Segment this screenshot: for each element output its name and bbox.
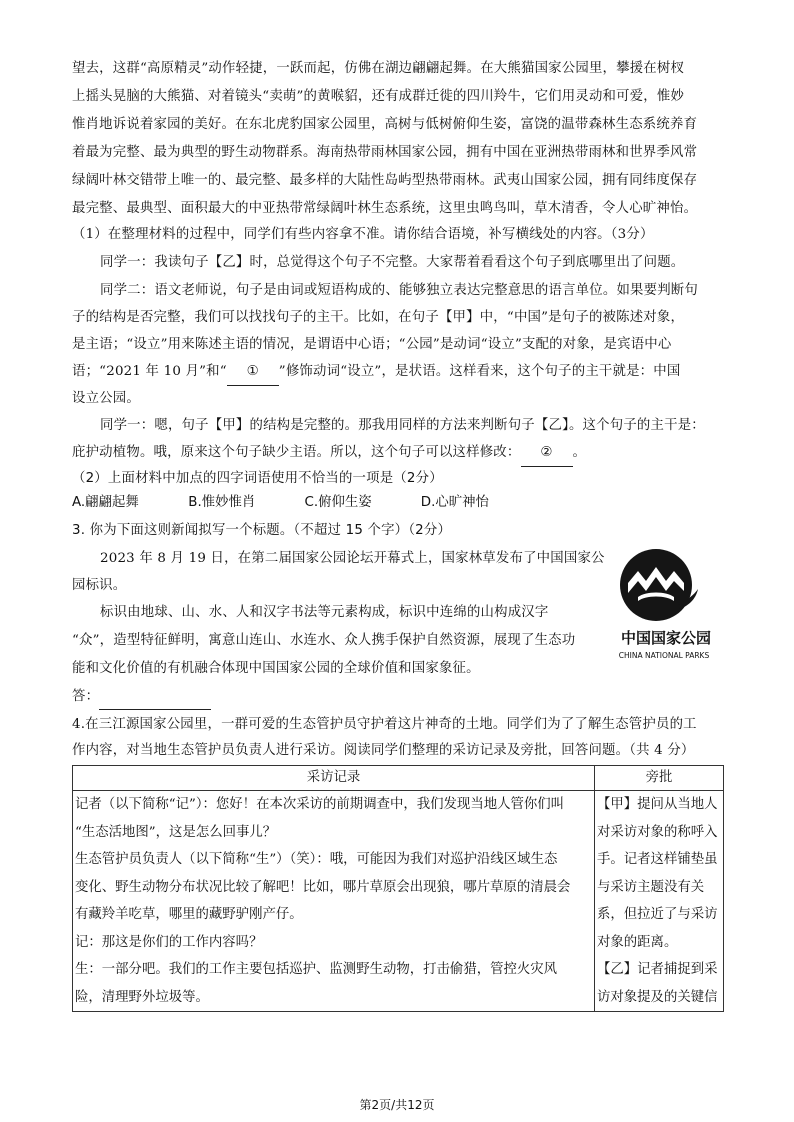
student-two-line: 语；“2021 年 10 月”和“ ① ”修饰动词“设立”，是状语。这样看来，这个句子的主干就是：中国: [72, 359, 724, 386]
student-one-line: 同学一：我读句子【乙】时，总觉得这个句子不完整。大家帮着看看这个句子到底哪里出了问题。: [100, 255, 685, 270]
side-note-line: 【甲】提问从当地人: [597, 797, 718, 812]
passage-line: 最完整、最典型、面积最大的中亚热带常绿阔叶林生态系统，这里虫鸣鸟叫，草木清香，令人心旷神怡。: [72, 201, 698, 216]
option-b[interactable]: B.惟妙惟肖: [188, 495, 256, 510]
news-line: 园标识。: [72, 578, 127, 593]
passage-line: 望去，这群“高原精灵”动作轻捷，一跃而起，仿佛在湖边翩翩起舞。在大熊猫国家公园里，攀援在树杈: [72, 61, 685, 76]
record-line: 有藏羚羊吃草，哪里的藏野驴刚产仔。: [75, 907, 303, 922]
table-header-record: 采访记录: [73, 766, 595, 791]
news-line: 能和文化价值的有机融合体现中国国家公园的全球价值和国家象征。: [72, 661, 480, 676]
side-note-line: 与采访主题没有关: [597, 879, 705, 895]
interview-table: [72, 765, 724, 1012]
passage-line: 惟肖地诉说着家园的美好。在东北虎豹国家公园里，高树与低树俯仰生姿，富饶的温带森林生态系统养育: [72, 117, 698, 132]
student-two-line: 同学二：语文老师说，句子是由词或短语构成的、能够独立表达完整意思的语言单位。如果要判断句: [100, 283, 698, 298]
fill-blank-2[interactable]: ②: [521, 440, 573, 467]
passage-line: 着最为完整、最为典型的野生动物群系。海南热带雨林国家公园，拥有中国在亚洲热带雨林和世界季风常: [72, 145, 698, 160]
option-d[interactable]: D.心旷神怡: [420, 495, 489, 510]
side-note-line: 系，但拉近了与采访: [597, 907, 718, 922]
svg-text:CHINA NATIONAL PARKS: CHINA NATIONAL PARKS: [618, 651, 710, 660]
china-national-parks-logo: [606, 545, 726, 670]
record-line: 生态管护员负责人（以下简称“生”）（笑）：哦，可能因为我们对巡护沿线区域生态: [75, 852, 558, 867]
record-line: 生：一部分吧。我们的工作主要包括巡护、监测野生动物，打击偷猎，管控火灾风: [75, 962, 558, 977]
record-line: “生态活地图”，这是怎么回事儿？: [75, 824, 277, 840]
choice-options: [72, 490, 724, 516]
side-note-line: 对象的距离。: [597, 934, 678, 950]
news-line: 标识由地球、山、水、人和汉字书法等元素构成，标识中连绵的山构成汉字: [100, 605, 549, 620]
passage-line: 上摇头晃脑的大熊猫、对着镜头“卖萌”的黄喉貂，还有成群迁徙的四川羚牛，它们用灵动和可爱，惟妙: [72, 89, 685, 104]
answer-label: 答：: [72, 689, 100, 704]
national-park-emblem-icon: [606, 545, 726, 670]
interview-record-cell: [73, 791, 595, 1012]
record-line: 记：那这是你们的工作内容吗？: [75, 934, 263, 950]
fill-blank-1[interactable]: ①: [227, 359, 279, 386]
record-line: 险，清理野外垃圾等。: [75, 989, 209, 1005]
news-line: “众”，造型特征鲜明，寓意山连山、水连水、众人携手保护自然资源，展现了生态功: [72, 633, 576, 648]
record-line: 变化、野生动物分布状况比较了解吧！比如，哪片草原会出现狼，哪片草原的清晨会: [75, 879, 571, 895]
student-one-reply-line: 同学一：嗯，句子【甲】的结构是完整的。那我用同样的方法来判断句子【乙】。这个句子的主干是：: [100, 418, 705, 433]
subquestion-2: （2）上面材料中加点的四字词语使用不恰当的一项是（2分）: [72, 471, 443, 486]
student-two-line: 是主语；“设立”用来陈述主语的情况，是谓语中心语；“公园”是动词“设立”支配的对象，是宾语中心: [72, 337, 672, 352]
option-a[interactable]: A.翩翩起舞: [72, 495, 139, 510]
news-line: 2023 年 8 月 19 日，在第二届国家公园论坛开幕式上，国家林草发布了中国国家公: [100, 551, 605, 566]
side-note-cell: [595, 791, 724, 1012]
option-c[interactable]: C.俯仰生姿: [304, 495, 372, 510]
page-number: 第2页/共12页: [359, 1098, 435, 1112]
side-note-line: 访对象提及的关键信: [597, 989, 718, 1005]
student-two-line: 子的结构是否完整，我们可以找找句子的主干。比如，在句子【甲】中，“中国”是句子的被陈述对象，: [72, 310, 685, 325]
answer-row: [72, 684, 724, 710]
record-line: 记者（以下简称“记”）：您好！在本次采访的前期调查中，我们发现当地人管你们叫: [75, 797, 565, 812]
table-header-side-note: 旁批: [595, 766, 724, 791]
svg-text:中国国家公园: 中国国家公园: [620, 629, 712, 647]
student-one-reply-line: 庇护动植物。哦，原来这个句子缺少主语。所以，这个句子可以这样修改： ② 。: [72, 440, 724, 467]
question-4-stem: 作内容，对当地生态管护员负责人进行采访。阅读同学们整理的采访记录及旁批，回答问题。（共 4 分）: [72, 743, 695, 758]
side-note-line: 手。记者这样铺垫虽: [597, 852, 718, 867]
question-3-stem: 3. 你为下面这则新闻拟写一个标题。（不超过 15 个字）（2分）: [72, 523, 452, 538]
subquestion-1: （1）在整理材料的过程中，同学们有些内容拿不准。请你结合语境，补写横线处的内容。（3分）: [72, 227, 654, 242]
student-two-line: 设立公园。: [72, 391, 140, 406]
side-note-line: 对采访对象的称呼入: [597, 824, 718, 840]
question-4-stem: 4.在三江源国家公园里，一群可爱的生态管护员守护着这片神奇的土地。同学们为了了解生态管护员的工: [72, 717, 697, 732]
side-note-line: 【乙】记者捕捉到采: [597, 962, 718, 977]
answer-input-line[interactable]: [99, 695, 211, 710]
passage-line: 绿阔叶林交错带上唯一的、最完整、最多样的大陆性岛屿型热带雨林。武夷山国家公园，拥有同纬度保存: [72, 173, 698, 188]
